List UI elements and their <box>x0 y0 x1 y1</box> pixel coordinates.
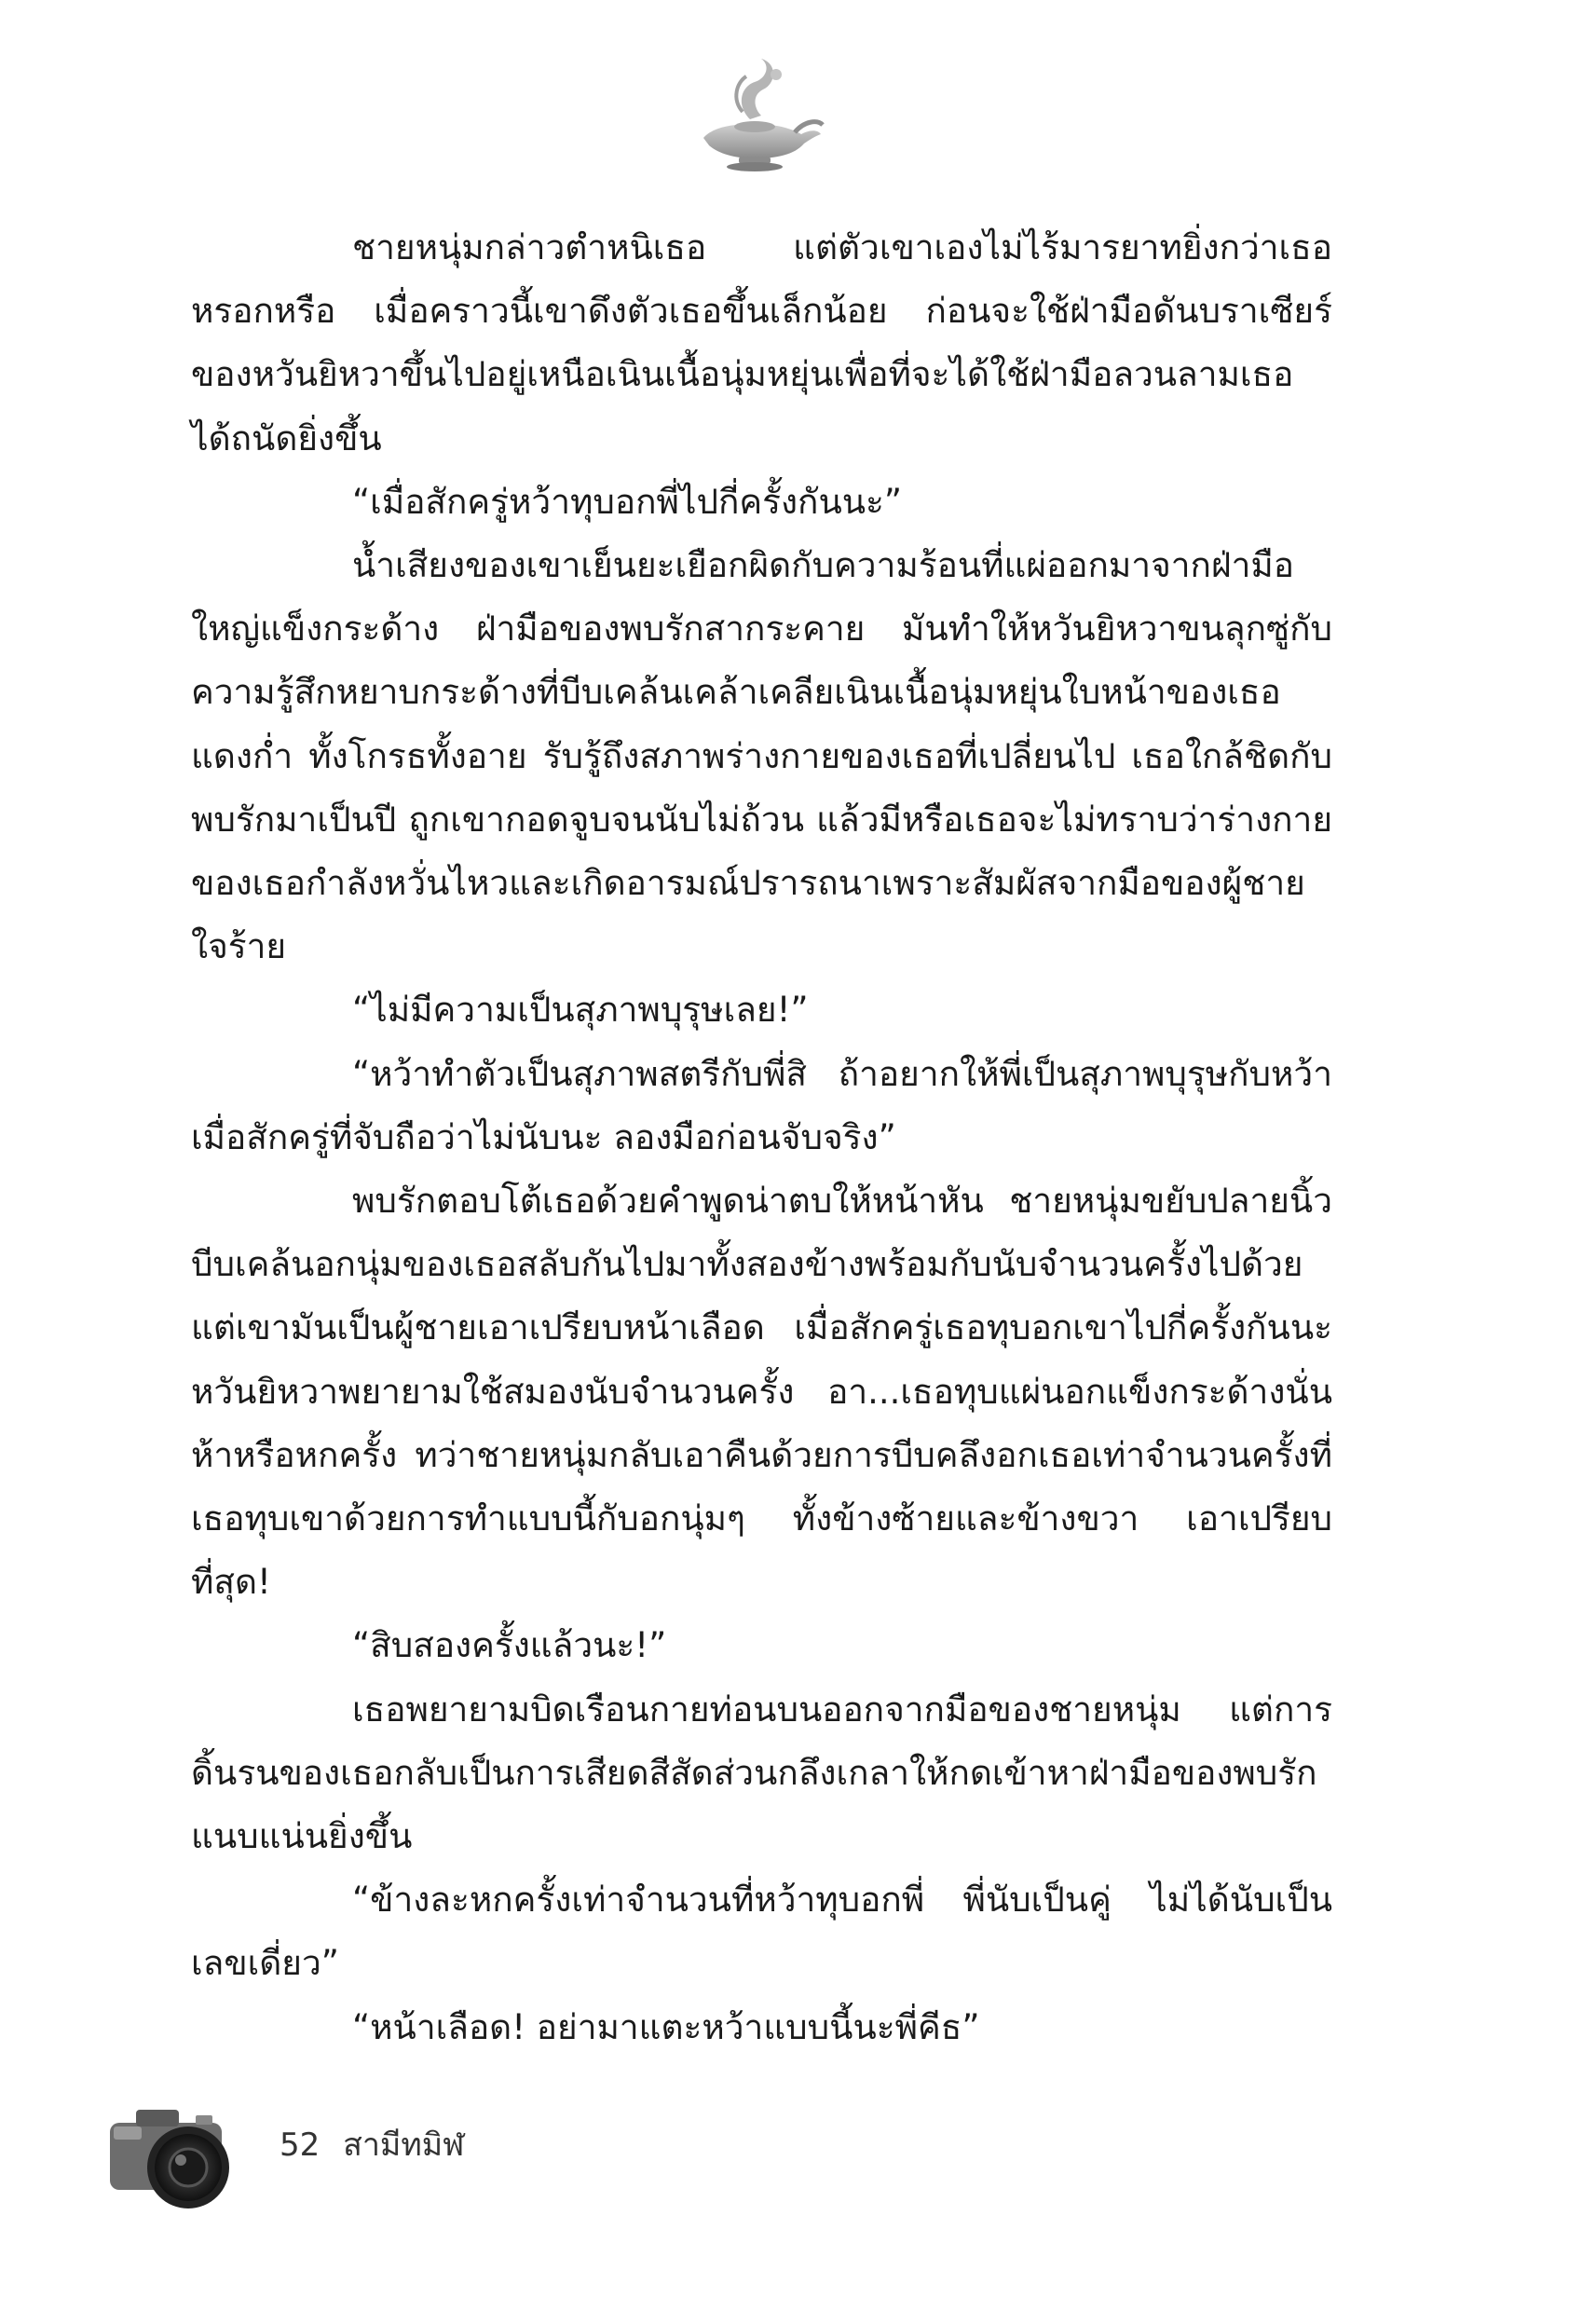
page-number: 52 <box>280 2126 321 2164</box>
genie-lamp-icon <box>685 54 825 175</box>
paragraph: “ไม่มีความเป็นสุภาพบุรุษเลย!” <box>352 990 809 1031</box>
paragraph: น้ำเสียงของเขาเย็นยะเยือกผิดกับความร้อนที่แผ่ออกมาจากฝ่ามือใหญ่แข็งกระด้าง ฝ่ามือของพบรักสากระคาย มันทำให้หวันยิหวาขนลุกซู่กับความรู้สึกหยาบกระด้างที่บีบเคล้นเคล้าเคลียเนินเนื้อนุ่มหยุ่นใบหน้าของเธอแดงก่ำ ทั้งโกรธทั้งอาย รับรู้ถึงสภาพร่างกายของเธอที่เปลี่ยนไป เธอใกล้ชิดกับพบรักมาเป็นปี ถูกเขากอดจูบจนนับไม่ถ้วน แล้วมีหรือเธอจะไม่ทราบว่าร่างกายของเธอกำลังหวั่นไหวและเกิดอารมณ์ปรารถนาเพราะสัมผัสจากมือของผู้ชายใจร้าย <box>191 545 1332 967</box>
footer-label <box>280 2119 477 2169</box>
paragraph: เธอพยายามบิดเรือนกายท่อนบนออกจากมือของชายหนุ่ม แต่การดิ้นรนของเธอกลับเป็นการเสียดสีสัดส่วนกลึงเกลาให้กดเข้าหาฝ่ามือของพบรักแนบแน่นยิ่งขึ้น <box>191 1689 1332 1857</box>
paragraph: พบรักตอบโต้เธอด้วยคำพูดน่าตบให้หน้าหัน ชายหนุ่มขยับปลายนิ้วบีบเคล้นอกนุ่มของเธอสลับกันไปมาทั้งสองข้างพร้อมกับนับจำนวนครั้งไปด้วย แต่เขามันเป็นผู้ชายเอาเปรียบหน้าเลือด เมื่อสักครู่เธอทุบอกเขาไปกี่ครั้งกันนะ หวันยิหวาพยายามใช้สมองนับจำนวนครั้ง อา...เธอทุบแผ่นอกแข็งกระด้างนั่นห้าหรือหกครั้ง ทว่าชายหนุ่มกลับเอาคืนด้วยการบีบคลึงอกเธอเท่าจำนวนครั้งที่เธอทุบเขาด้วยการทำแบบนี้กับอกนุ่มๆ ทั้งข้างซ้ายและข้างขวา เอาเปรียบที่สุด! <box>191 1181 1332 1603</box>
paragraph: “สิบสองครั้งแล้วนะ!” <box>352 1625 667 1666</box>
paragraph: “เมื่อสักครู่หว้าทุบอกพี่ไปกี่ครั้งกันนะ” <box>352 481 903 522</box>
page-footer <box>102 2087 568 2236</box>
book-title: สามีทมิฬ <box>343 2126 465 2164</box>
body-text <box>191 216 1332 2059</box>
paragraph: “หน้าเลือด! อย่ามาแตะหว้าแบบนี้นะพี่คีธ” <box>352 2006 980 2047</box>
paragraph: ชายหนุ่มกล่าวตำหนิเธอ แต่ตัวเขาเองไม่ไร้มารยาทยิ่งกว่าเธอหรอกหรือ เมื่อคราวนี้เขาดึงตัวเธอขึ้นเล็กน้อย ก่อนจะใช้ฝ่ามือดันบราเซียร์ของหวันยิหวาขึ้นไปอยู่เหนือเนินเนื้อนุ่มหยุ่นเพื่อที่จะได้ใช้ฝ่ามือลวนลามเธอได้ถนัดยิ่งขึ้น <box>191 227 1332 458</box>
paragraph: “ข้างละหกครั้งเท่าจำนวนที่หว้าทุบอกพี่ พี่นับเป็นคู่ ไม่ได้นับเป็นเลขเดี่ยว” <box>191 1880 1332 1984</box>
paragraph: “หว้าทำตัวเป็นสุภาพสตรีกับพี่สิ ถ้าอยากให้พี่เป็นสุภาพบุรุษกับหว้า เมื่อสักครู่ที่จับถือว่าไม่นับนะ ลองมือก่อนจับจริง” <box>191 1053 1332 1157</box>
camera-icon <box>102 2087 252 2218</box>
